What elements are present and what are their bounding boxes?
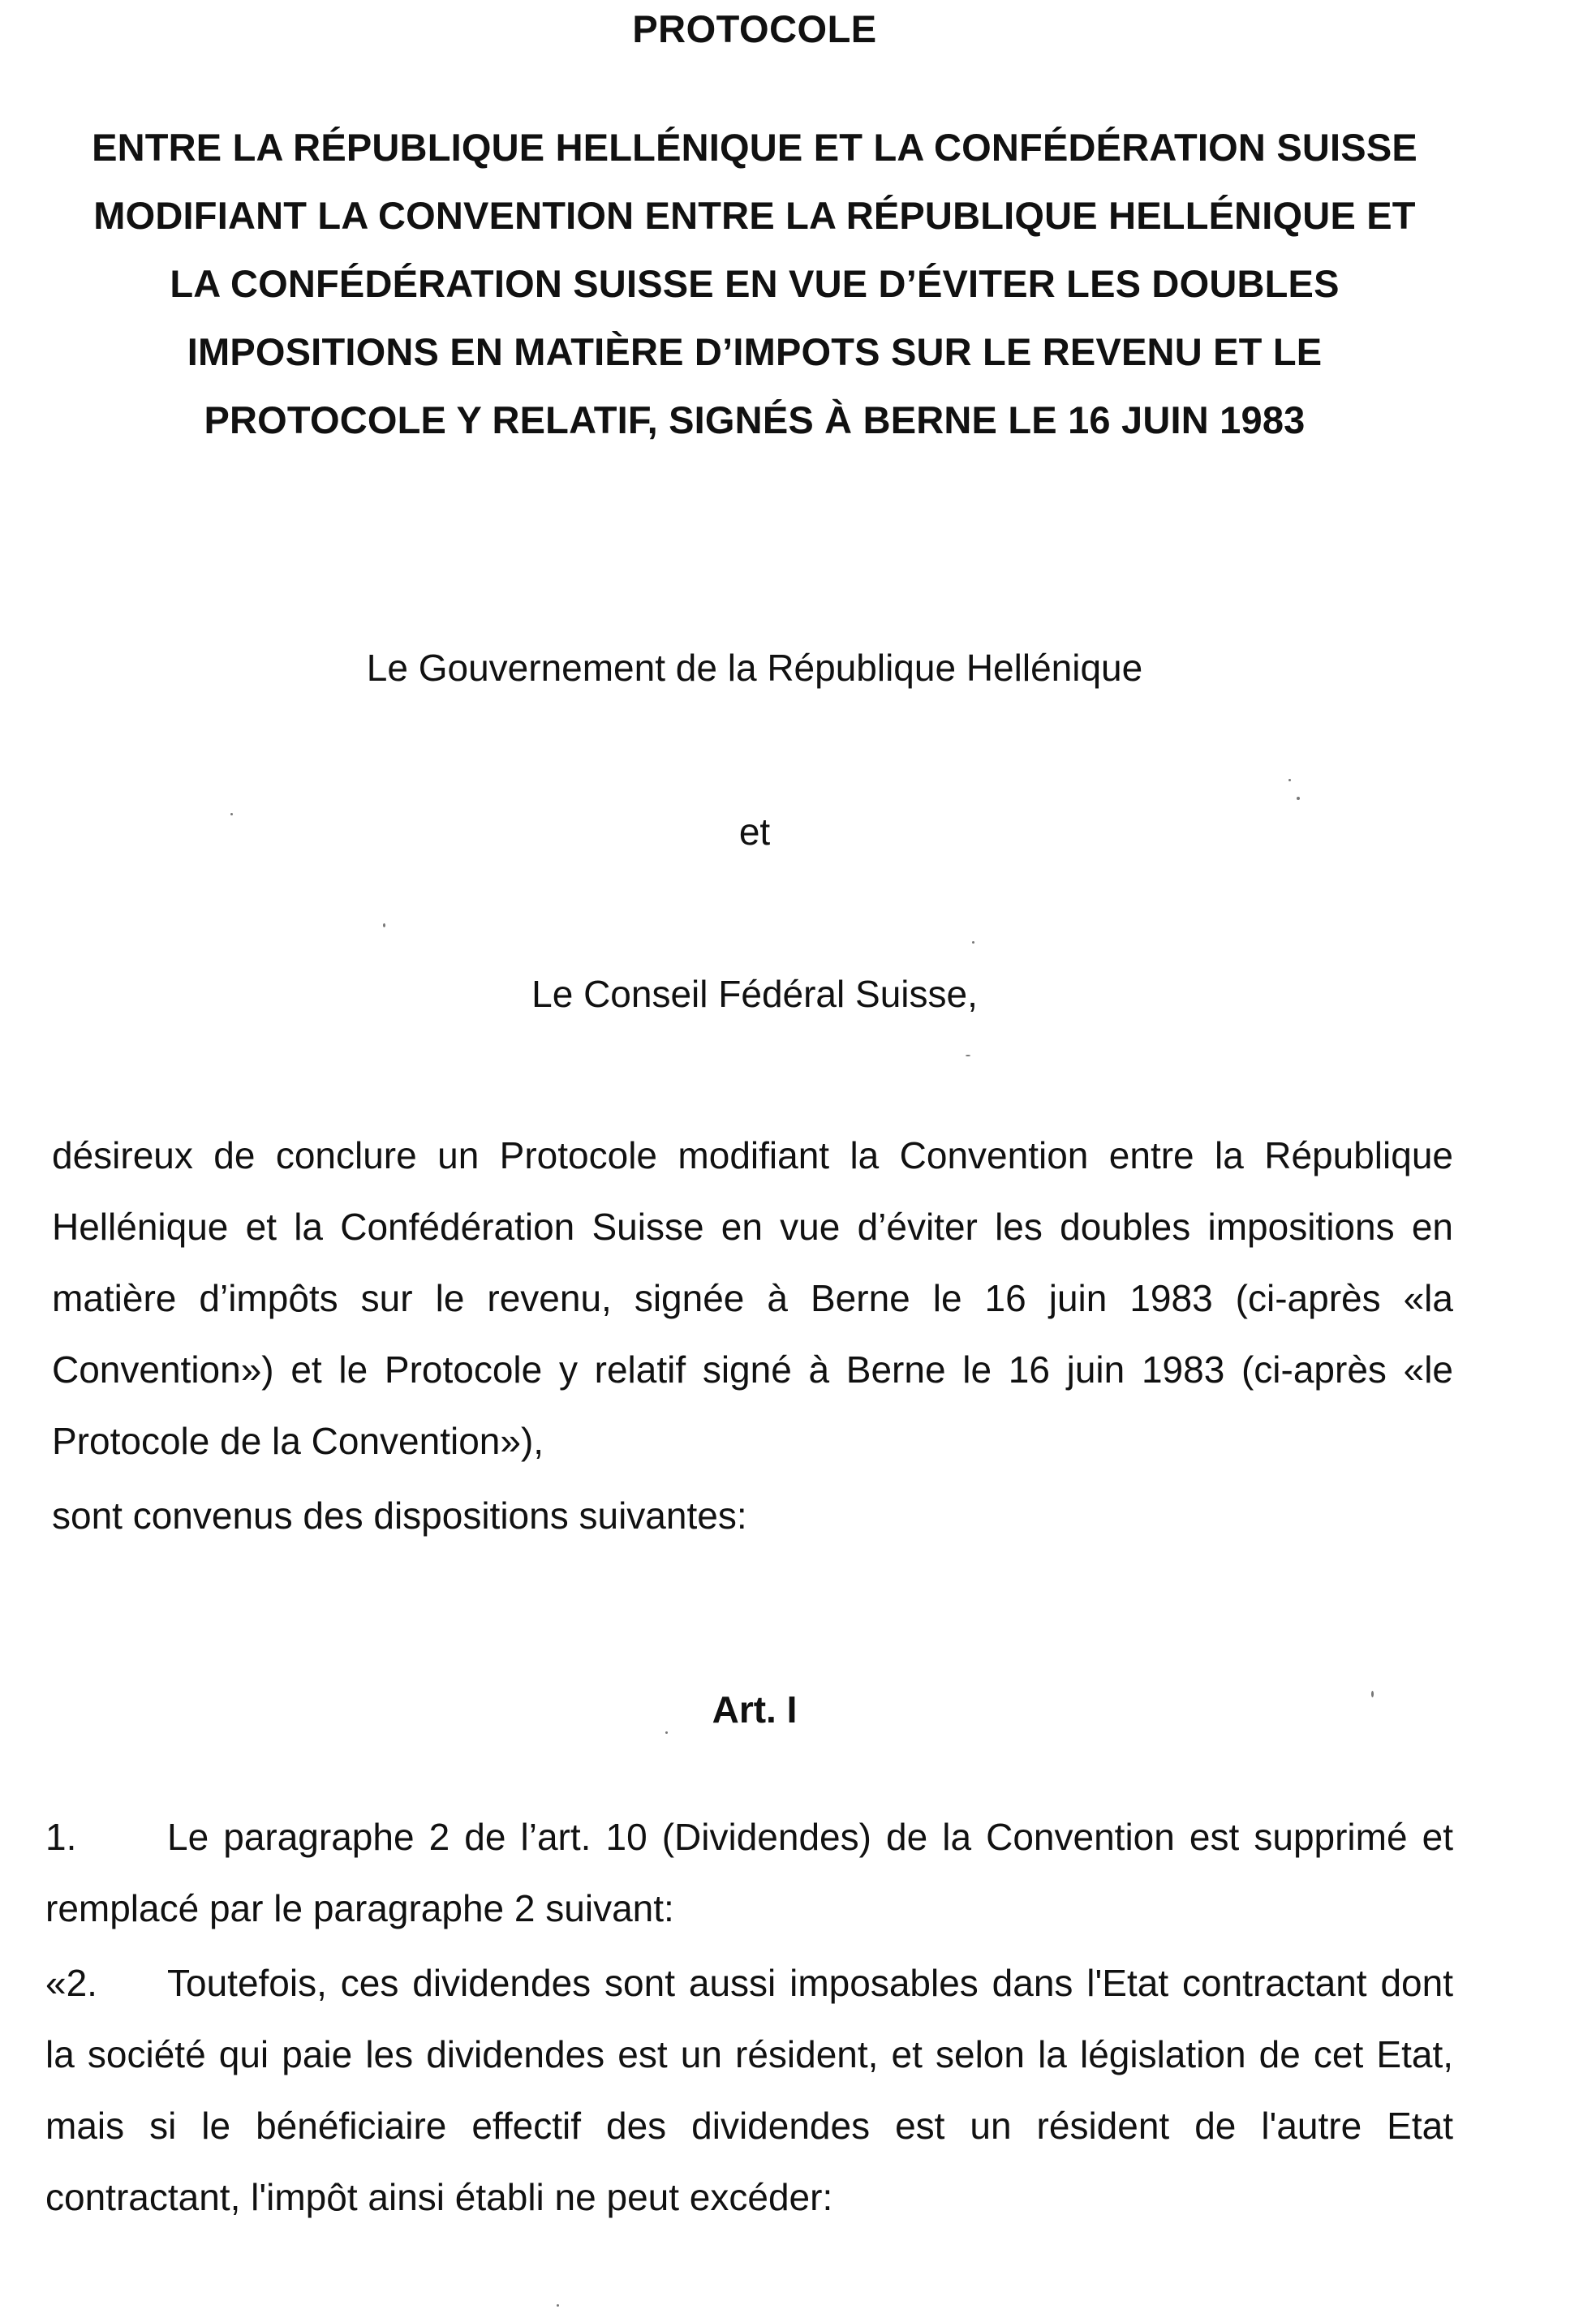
document-kind: PROTOCOLE [632, 7, 877, 50]
scan-speck [230, 813, 233, 815]
scan-speck [1288, 779, 1291, 781]
document-title: ENTRE LA RÉPUBLIQUE HELLÉNIQUE ET LA CONFÉDÉRATION SUISSE MODIFIANT LA CONVENTION ENTRE LA RÉPUBLIQUE HELLÉNIQUE ET LA CONFÉDÉRATION SUISSE EN VUE D’ÉVITER LES DOUBLES IMPOSITIONS EN MATIÈRE D’IMPOTS SUR LE REVENU ET LE PROTOCOLE Y RELATIF, SIGNÉS À BERNE LE 16 JUIN 1983 [92, 126, 1417, 441]
agreed-clause: sont convenus des dispositions suivantes: [52, 1494, 747, 1537]
scan-speck [966, 1055, 970, 1056]
scan-speck [383, 923, 385, 927]
article-item [45, 1801, 1453, 1944]
party-greece: Le Gouvernement de la République Hellénique [366, 647, 1143, 689]
scan-speck [557, 2304, 559, 2307]
article-item [45, 1947, 1453, 2233]
article-item-text: Toutefois, ces dividendes sont aussi imposables dans l'Etat contractant dont la société qui paie les dividendes est un résident, et selon la législation de cet Etat, mais si le bénéficiaire effectif des dividendes est un résident de l'autre Etat contractant, l'impôt ainsi établi ne peut excéder: [45, 1962, 1453, 2218]
scan-speck [1297, 797, 1300, 800]
party-conjunction: et [738, 811, 771, 853]
article-item-number: «2. [45, 1962, 97, 2004]
preamble-paragraph: désireux de conclure un Protocole modifiant la Convention entre la République Hellénique et la Confédération Suisse en vue d’éviter les doubles impositions en matière d’impôts sur le revenu, signée à Berne le 16 juin 1983 (ci-après «la Convention») et le Protocole y relatif signé à Berne le 16 juin 1983 (ci-après «le Protocole de la Convention»), [52, 1134, 1453, 1462]
party-switzerland: Le Conseil Fédéral Suisse, [531, 973, 978, 1015]
scan-speck [1371, 1691, 1374, 1697]
article-item-number: 1. [45, 1816, 77, 1858]
scan-speck [665, 1731, 668, 1734]
scan-speck [972, 941, 974, 944]
article-heading: Art. I [712, 1688, 798, 1731]
article-item-text: Le paragraphe 2 de l’art. 10 (Dividendes) de la Convention est supprimé et remplacé par le paragraphe 2 suivant: [45, 1816, 1453, 1929]
